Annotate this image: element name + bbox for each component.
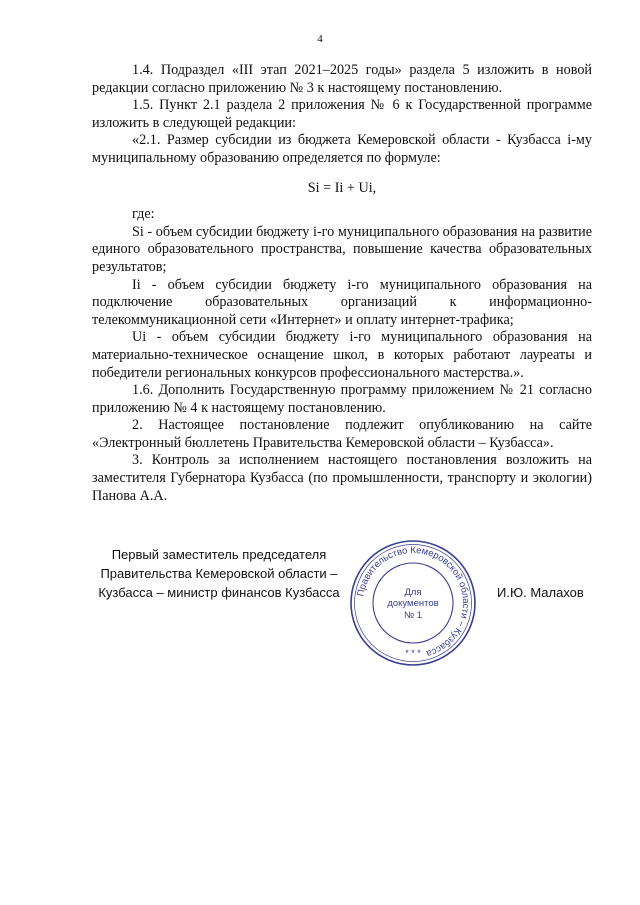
- definition-ui: Ui - объем субсидии бюджету i-го муниципального образования на материально-техническое оснащение школ, в которых работают лауреаты и победители региональных конкурсов профессионального мастерства.».: [92, 329, 592, 381]
- page-number: 4: [317, 33, 323, 45]
- paragraph-1-5: 1.5. Пункт 2.1 раздела 2 приложения № 6 к Государственной программе изложить в следующей редакции:: [92, 97, 592, 131]
- signatory-title: [88, 545, 350, 602]
- paragraph-3: 3. Контроль за исполнением настоящего постановления возложить на заместителя Губернатора Кузбасса (по промышленности, транспорту и экологии) Панова А.А.: [92, 452, 592, 504]
- signatory-name: И.Ю. Малахов: [497, 585, 584, 600]
- paragraph-1-6: 1.6. Дополнить Государственную программу приложением № 21 согласно приложению № 4 к настоящему постановлению.: [92, 382, 592, 416]
- signatory-title-line: Правительства Кемеровской области –: [100, 566, 338, 581]
- where-label: где:: [132, 206, 155, 223]
- stamp-center-line-3: № 1: [403, 610, 423, 621]
- stamp-center-line-1: Для: [404, 587, 422, 598]
- definition-si: Si - объем субсидии бюджету i-го муниципального образования на развитие единого образовательного пространства, повышение качества образовательных результатов;: [92, 223, 592, 275]
- signature-block: [0, 545, 640, 665]
- formula: Si = Ii + Ui,: [307, 179, 377, 196]
- stamp-center-line-2: документов: [387, 598, 439, 609]
- signatory-title-line: Первый заместитель председателя: [111, 547, 327, 562]
- document-body: [92, 62, 592, 505]
- stamp-stars: * * *: [405, 648, 421, 658]
- definition-ii: Ii - объем субсидии бюджету i-го муниципального образования на подключение образовательных организаций к информационно-телекоммуникационной сети «Интернет» и оплату интернет-трафика;: [92, 276, 592, 328]
- paragraph-2: 2. Настоящее постановление подлежит опубликованию на сайте «Электронный бюллетень Правительства Кемеровской области – Кузбасса».: [92, 417, 592, 451]
- official-seal-stamp: [348, 538, 478, 668]
- stamp-ring-text-path: Правительство Кемеровской области – Кузбасса: [355, 544, 472, 660]
- paragraph-1-4: 1.4. Подраздел «III этап 2021–2025 годы» раздела 5 изложить в новой редакции согласно приложению № 3 к настоящему постановлению.: [92, 62, 592, 96]
- signatory-title-line: Кузбасса – министр финансов Кузбасса: [98, 585, 340, 600]
- paragraph-2-1: «2.1. Размер субсидии из бюджета Кемеровской области - Кузбасса i-му муниципальному образованию определяется по формуле:: [92, 132, 592, 166]
